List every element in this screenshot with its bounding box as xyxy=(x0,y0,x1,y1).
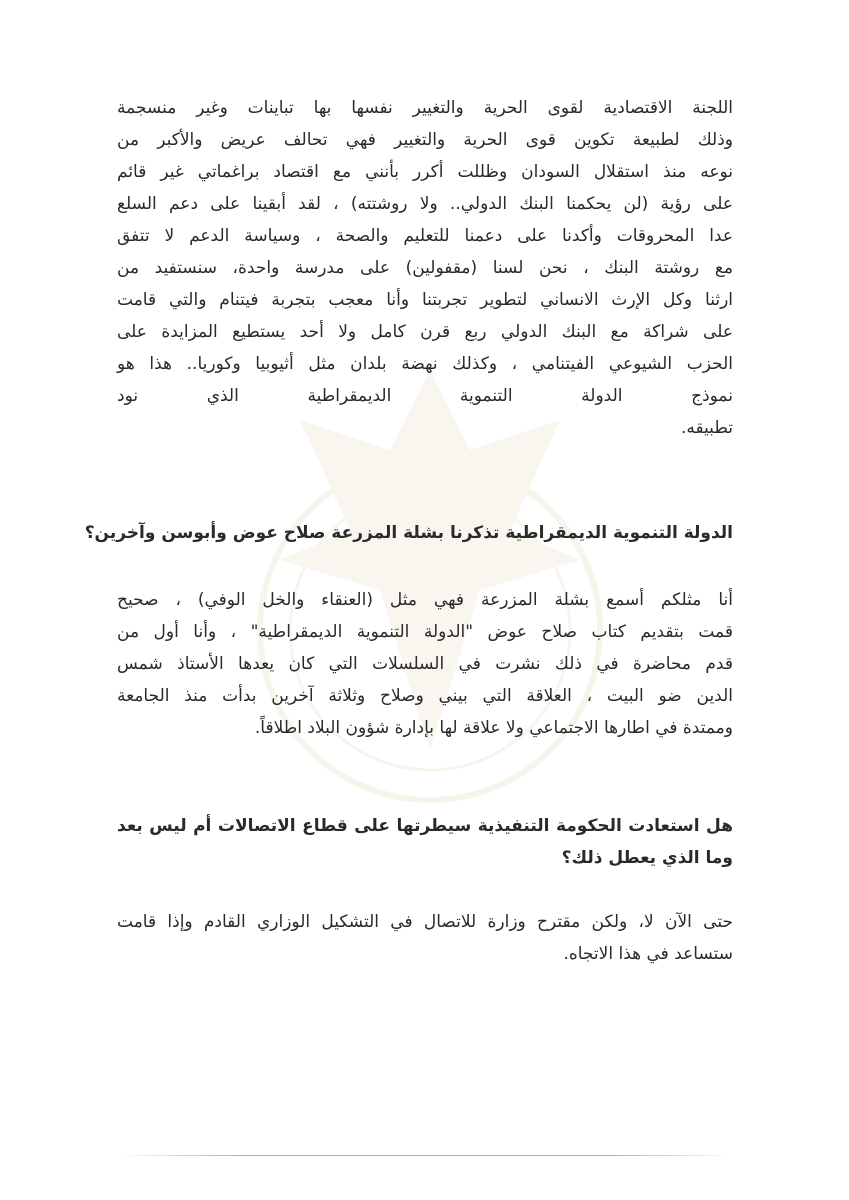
heading-line: هل استعادت الحكومة التنفيذية سيطرتها على قطاع الاتصالات أم ليس بعد xyxy=(117,816,733,836)
text-line: نموذج الدولة التنموية الديمقراطية الذي نود xyxy=(117,386,733,406)
text-line: وذلك لطبيعة تكوين قوى الحرية والتغيير فهي تحالف عريض والأكبر من xyxy=(117,130,733,150)
text-line: الدين ضو البيت ، العلاقة التي بيني وصلاح وثلاثة آخرين بدأت منذ الجامعة xyxy=(117,686,733,706)
heading-line: الدولة التنموية الديمقراطية تذكرنا بشلة المزرعة صلاح عوض وأبوسن وآخرين؟ xyxy=(84,523,733,543)
text-line: الحزب الشيوعي الفيتنامي ، وكذلك نهضة بلدان مثل أثيوبيا وكوريا.. هذا هو xyxy=(117,354,733,374)
text-line: عدا المحروقات وأكدنا على دعمنا للتعليم والصحة ، وسياسة الدعم لا تتفق xyxy=(117,226,733,246)
paragraph-2 xyxy=(117,584,733,744)
text-line: مع روشتة البنك ، نحن لسنا (مقفولين) على مدرسة واحدة، سنستفيد من xyxy=(117,258,733,278)
footer-divider xyxy=(117,1155,733,1156)
text-line: تطبيقه. xyxy=(680,418,733,438)
question-heading-1 xyxy=(84,517,733,549)
text-line: قمت بتقديم كتاب صلاح عوض "الدولة التنموية الديمقراطية" ، وأنا أول من xyxy=(117,622,733,642)
question-heading-2 xyxy=(117,810,733,874)
paragraph-3 xyxy=(117,906,733,970)
text-line: ارثنا وكل الإرث الانساني لتطوير تجربتنا وأنا معجب بتجربة فيتنام والتي قامت xyxy=(117,290,733,310)
text-line: نوعه منذ استقلال السودان وظللت أكرر بأنني مع اقتصاد براغماتي غير قائم xyxy=(117,162,733,182)
heading-line: وما الذي يعطل ذلك؟ xyxy=(561,848,733,868)
text-line: على شراكة مع البنك الدولي ربع قرن كامل ولا أحد يستطيع المزايدة على xyxy=(117,322,733,342)
text-line: وممتدة في اطارها الاجتماعي ولا علاقة لها بإدارة شؤون البلاد اطلاقاً. xyxy=(254,718,733,738)
paragraph-1 xyxy=(117,92,733,444)
text-line: ستساعد في هذا الاتجاه. xyxy=(563,944,733,964)
text-line: اللجنة الاقتصادية لقوى الحرية والتغيير نفسها بها تباينات وغير منسجمة xyxy=(117,98,733,118)
text-line: أنا مثلكم أسمع بشلة المزرعة فهي مثل (العنقاء والخل الوفي) ، صحيح xyxy=(117,590,733,610)
text-line: على رؤية (لن يحكمنا البنك الدولي.. ولا روشتته) ، لقد أبقينا على دعم السلع xyxy=(117,194,733,214)
text-line: قدم محاضرة في ذلك نشرت في السلسلات التي كان يعدها الأستاذ شمس xyxy=(117,654,733,674)
text-line: حتى الآن لا، ولكن مقترح وزارة للاتصال في التشكيل الوزاري القادم وإذا قامت xyxy=(117,912,733,932)
